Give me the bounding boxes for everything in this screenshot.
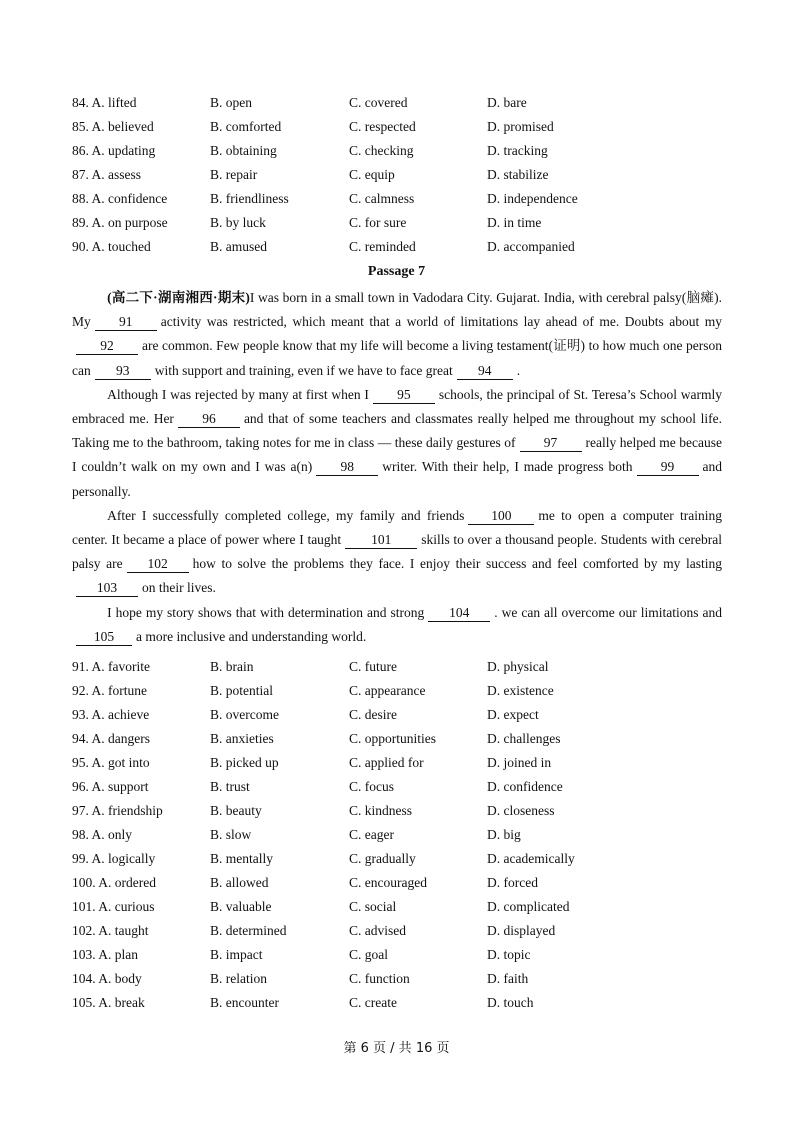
option-d: D. closeness (487, 803, 555, 818)
option-d: D. independence (487, 191, 578, 206)
blank-104: 104 (428, 604, 490, 622)
option-b: B. obtaining (210, 143, 277, 158)
option-d: D. challenges (487, 731, 561, 746)
option-d: D. forced (487, 875, 538, 890)
paragraph-2 (72, 383, 722, 504)
option-b: B. determined (210, 923, 287, 938)
option-c: C. future (349, 659, 397, 674)
option-c: C. applied for (349, 755, 424, 770)
option-c: C. encouraged (349, 875, 427, 890)
option-b: B. beauty (210, 803, 262, 818)
option-d: D. bare (487, 95, 527, 110)
option-a: 98. A. only (72, 827, 133, 842)
option-row-90 (72, 235, 732, 259)
option-d: D. tracking (487, 143, 548, 158)
option-b: B. friendliness (210, 191, 289, 206)
option-d: D. stabilize (487, 167, 549, 182)
options-91-105 (72, 655, 732, 1015)
blank-105: 105 (76, 628, 132, 646)
passage-text: with support and training, even if we have to face great (154, 362, 453, 378)
option-b: B. amused (210, 239, 267, 254)
option-d: D. accompanied (487, 239, 575, 254)
option-c: C. checking (349, 143, 414, 158)
option-a: 93. A. achieve (72, 707, 150, 722)
option-d: D. joined in (487, 755, 552, 770)
option-a: 95. A. got into (72, 755, 150, 770)
blank-101: 101 (345, 531, 417, 549)
option-row-105 (72, 991, 732, 1015)
blank-100: 100 (468, 507, 534, 525)
blank-95: 95 (373, 386, 435, 404)
option-d: D. in time (487, 215, 542, 230)
passage-text: a more inclusive and understanding world. (136, 628, 367, 644)
option-d: D. existence (487, 683, 554, 698)
passage-text: are common. Few people know that my life will become a living testament(证明) to how much one person can (72, 338, 722, 378)
option-c: C. desire (349, 707, 397, 722)
passage-text: Although I was rejected by many at first when I (107, 386, 369, 402)
option-row-98 (72, 823, 732, 847)
option-a: 87. A. assess (72, 167, 142, 182)
options-84-90 (72, 91, 732, 259)
option-a: 92. A. fortune (72, 683, 147, 698)
option-row-87 (72, 163, 732, 187)
option-row-100 (72, 871, 732, 895)
blank-94: 94 (457, 362, 513, 380)
option-c: C. advised (349, 923, 406, 938)
option-a: 97. A. friendship (72, 803, 163, 818)
option-b: B. encounter (210, 995, 279, 1010)
option-a: 103. A. plan (72, 947, 138, 962)
blank-103: 103 (76, 579, 138, 597)
option-a: 90. A. touched (72, 239, 151, 254)
option-c: C. focus (349, 779, 394, 794)
passage-text: schools, the principal of St. Teresa’s School warmly embraced me. Her (72, 386, 722, 427)
option-b: B. trust (210, 779, 250, 794)
blank-96: 96 (178, 410, 240, 428)
option-c: C. respected (349, 119, 416, 134)
passage-text: . we can all overcome our limitations and (494, 604, 722, 620)
option-a: 88. A. confidence (72, 191, 168, 206)
option-a: 91. A. favorite (72, 659, 150, 674)
passage-text: writer. With their help, I made progress both (382, 459, 633, 475)
option-b: B. allowed (210, 875, 269, 890)
passage-text: . (516, 362, 521, 378)
option-a: 102. A. taught (72, 923, 149, 938)
option-row-102 (72, 919, 732, 943)
option-row-93 (72, 703, 732, 727)
option-row-85 (72, 115, 732, 139)
option-d: D. displayed (487, 923, 556, 938)
option-c: C. social (349, 899, 397, 914)
option-row-86 (72, 139, 732, 163)
option-a: 94. A. dangers (72, 731, 150, 746)
option-d: D. physical (487, 659, 549, 674)
option-row-103 (72, 943, 732, 967)
passage-text: skills to over a thousand people. Students with cerebral palsy are (72, 532, 722, 572)
option-c: C. reminded (349, 239, 416, 254)
passage-text: how to solve the problems they face. I enjoy their success and feel comforted by my lasting (192, 556, 723, 572)
option-b: B. impact (210, 947, 263, 962)
option-row-101 (72, 895, 732, 919)
option-b: B. valuable (210, 899, 272, 914)
passage-text: really helped me because I couldn’t walk on my own and I was a(n) (72, 435, 723, 475)
option-b: B. picked up (210, 755, 279, 770)
option-a: 89. A. on purpose (72, 215, 168, 230)
option-b: B. comforted (210, 119, 282, 134)
option-c: C. covered (349, 95, 408, 110)
option-d: D. topic (487, 947, 531, 962)
option-c: C. goal (349, 947, 388, 962)
paragraph-1 (72, 286, 722, 383)
option-row-84 (72, 91, 732, 115)
source-label: (高二下·湖南湘西·期末) (107, 290, 250, 305)
option-b: B. relation (210, 971, 267, 986)
blank-102: 102 (127, 555, 189, 573)
passage-title: Passage 7 (367, 264, 426, 279)
option-c: C. appearance (349, 683, 426, 698)
option-a: 85. A. believed (72, 119, 154, 134)
passage-text: I hope my story shows that with determination and strong (107, 604, 425, 620)
option-a: 100. A. ordered (72, 875, 156, 890)
passage-text: I was born in a small town in Vadodara City. Gujarat. India, with cerebral palsy(脑瘫). My (72, 290, 722, 330)
blank-98: 98 (316, 458, 378, 476)
option-b: B. potential (210, 683, 273, 698)
option-d: D. academically (487, 851, 575, 866)
passage-body (72, 286, 722, 649)
option-a: 104. A. body (72, 971, 142, 986)
option-d: D. complicated (487, 899, 570, 914)
option-row-99 (72, 847, 732, 871)
option-row-94 (72, 727, 732, 751)
option-b: B. brain (210, 659, 254, 674)
option-row-91 (72, 655, 732, 679)
option-c: C. create (349, 995, 397, 1010)
passage-text: After I successfully completed college, my family and friends (107, 507, 465, 523)
passage-text: on their lives. (142, 580, 216, 596)
option-a: 101. A. curious (72, 899, 155, 914)
option-b: B. by luck (210, 215, 266, 230)
option-d: D. expect (487, 707, 539, 722)
option-d: D. big (487, 827, 521, 842)
passage-text: activity was restricted, which meant that a world of limitations lay ahead of me. Doubts about my (160, 314, 722, 330)
option-row-95 (72, 751, 732, 775)
option-row-104 (72, 967, 732, 991)
option-d: D. confidence (487, 779, 563, 794)
option-b: B. anxieties (210, 731, 274, 746)
paragraph-3 (72, 504, 722, 601)
option-d: D. touch (487, 995, 534, 1010)
option-row-92 (72, 679, 732, 703)
option-c: C. opportunities (349, 731, 436, 746)
blank-91: 91 (95, 313, 157, 331)
blank-92: 92 (76, 337, 138, 355)
option-d: D. faith (487, 971, 529, 986)
passage-text: me to open a computer training center. It became a place of power where I taught (72, 507, 723, 548)
option-row-97 (72, 799, 732, 823)
passage-text: and personally. (72, 459, 722, 499)
option-row-89 (72, 211, 732, 235)
page-footer: 第 6 页 / 共 16 页 (343, 1041, 450, 1056)
passage-text: and that of some teachers and classmates really helped me throughout my school life. Taking me to the bathroom, taking notes for me in class — these daily gestures of (72, 411, 723, 451)
option-b: B. repair (210, 167, 258, 182)
option-c: C. for sure (349, 215, 407, 230)
option-a: 99. A. logically (72, 851, 156, 866)
option-c: C. gradually (349, 851, 416, 866)
option-c: C. equip (349, 167, 395, 182)
option-d: D. promised (487, 119, 554, 134)
option-a: 84. A. lifted (72, 95, 137, 110)
option-row-88 (72, 187, 732, 211)
blank-97: 97 (520, 434, 582, 452)
blank-99: 99 (637, 458, 699, 476)
option-b: B. mentally (210, 851, 273, 866)
option-a: 86. A. updating (72, 143, 156, 158)
paragraph-4 (72, 601, 722, 649)
option-b: B. slow (210, 827, 252, 842)
option-c: C. kindness (349, 803, 413, 818)
option-c: C. eager (349, 827, 394, 842)
option-b: B. overcome (210, 707, 279, 722)
blank-93: 93 (95, 362, 151, 380)
option-c: C. calmness (349, 191, 415, 206)
option-b: B. open (210, 95, 252, 110)
option-c: C. function (349, 971, 410, 986)
option-a: 105. A. break (72, 995, 145, 1010)
option-a: 96. A. support (72, 779, 149, 794)
option-row-96 (72, 775, 732, 799)
